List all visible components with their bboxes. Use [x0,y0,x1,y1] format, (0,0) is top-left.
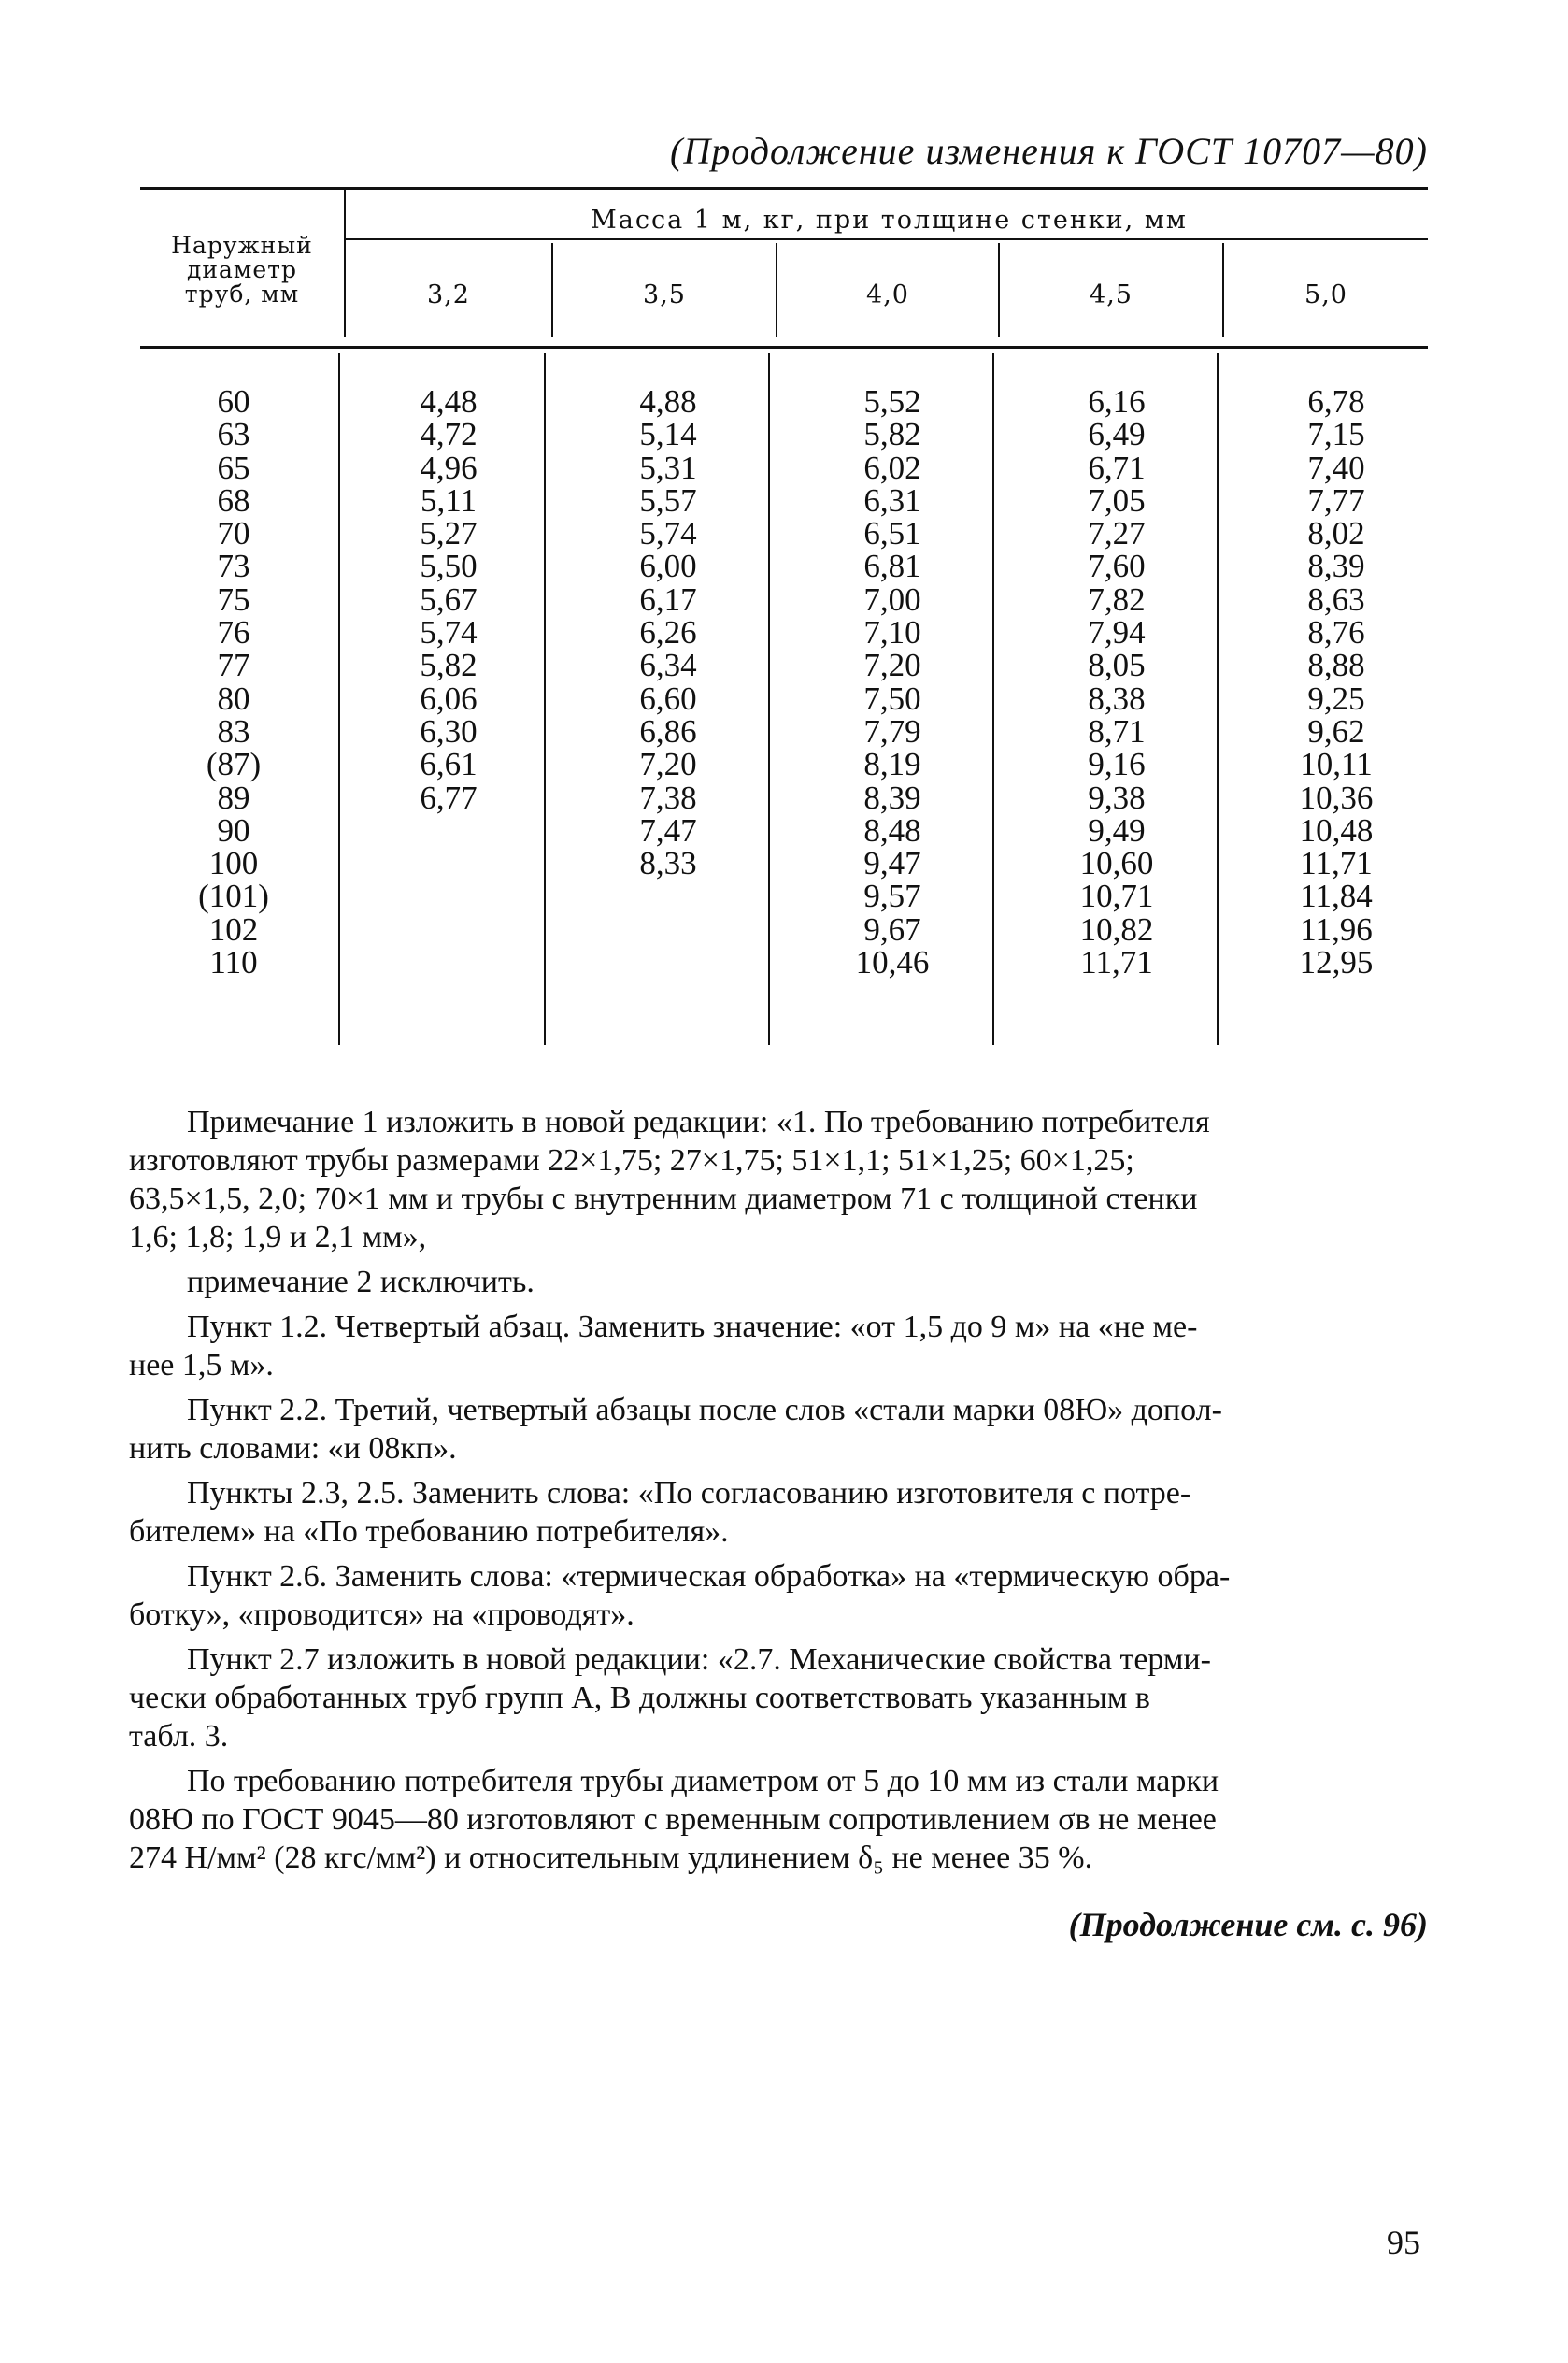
table-cell: 10,46 [855,944,930,981]
table-cell: 6,71 [1088,449,1146,486]
page-number: 95 [1387,2224,1420,2261]
table-cell: 5,57 [639,481,697,519]
table-cell: 6,31 [863,481,921,519]
table-cell: 9,57 [863,878,921,915]
text-line: табл. 3. [129,1719,229,1754]
table-cell: 9,49 [1088,811,1146,849]
header-bottom-rule [140,346,1428,349]
text-line: 1,6; 1,8; 1,9 и 2,1 мм», [129,1220,427,1254]
page-header: (Продолжение изменения к ГОСТ 10707—80) [670,130,1428,172]
table-cell: 6,78 [1307,383,1365,420]
amendment-text [129,1103,1428,1883]
stub-header-line: труб, мм [184,280,300,308]
table-cell: 9,47 [863,845,921,882]
table-cell: 5,50 [420,548,478,585]
table-cell: 7,10 [863,614,921,652]
table-cell: 5,82 [863,416,921,453]
table-cell: 6,17 [639,580,697,618]
table-cell: 5,11 [421,481,477,519]
table-cell: 8,71 [1088,712,1146,750]
table-cell: 7,00 [863,580,921,618]
mass-column-4-5 [1023,385,1210,979]
text-line: Пункт 2.2. Третий, четвертый абзацы после слов «стали марки 08Ю» допол- [187,1393,1222,1427]
table-cell: 4,48 [420,383,478,420]
table-cell: 102 [208,910,259,948]
paragraph [129,1308,1428,1384]
table-cell: 7,20 [639,746,697,783]
table-cell: 8,05 [1088,647,1146,684]
table-cell: 9,16 [1088,746,1146,783]
table-cell: 10,71 [1079,878,1154,915]
table-cell: 89 [217,779,250,816]
table-cell: 6,51 [863,515,921,552]
text-line: нее 1,5 м». [129,1348,274,1382]
text-line: ботку», «проводится» на «проводят». [129,1597,634,1632]
table-cell: 8,19 [863,746,921,783]
table-cell: 6,34 [639,647,697,684]
table-cell: 83 [217,712,250,750]
table-cell: 8,02 [1307,515,1365,552]
table-cell: 6,86 [639,712,697,750]
table-top-rule [140,187,1428,190]
diameter-column [140,385,327,979]
table-cell: 7,38 [639,779,697,816]
table-cell: 76 [217,614,250,652]
table-cell: 7,47 [639,811,697,849]
table-cell: 10,60 [1079,845,1154,882]
table-cell: 5,74 [639,515,697,552]
table-cell: 7,94 [1088,614,1146,652]
table-cell: 9,67 [863,910,921,948]
table-cell: 5,67 [420,580,478,618]
thickness-header: 5,0 [1304,280,1347,309]
table-cell: 8,38 [1088,680,1146,717]
table-cell: 5,52 [863,383,921,420]
text-line: Пункт 1.2. Четвертый абзац. Заменить значение: «от 1,5 до 9 м» на «не ме- [187,1310,1198,1344]
stub-header [140,234,344,307]
text-line: чески обработанных труб групп А, В должны соответствовать указанным в [129,1681,1150,1715]
table-cell: 6,02 [863,449,921,486]
stub-divider [344,190,346,337]
table-cell: 8,48 [863,811,921,849]
table-cell: 6,81 [863,548,921,585]
table-cell: 80 [217,680,250,717]
table-cell: 6,60 [639,680,697,717]
table-cell: 6,00 [639,548,697,585]
table-cell: 8,33 [639,845,697,882]
table-cell: 7,82 [1088,580,1146,618]
thickness-header: 4,0 [866,280,909,309]
thickness-header: 4,5 [1090,280,1133,309]
table-cell: 5,14 [639,416,697,453]
column-divider [1217,353,1219,1045]
text-line: нить словами: «и 08кп». [129,1431,457,1466]
table-cell: 10,11 [1300,746,1373,783]
table-cell: 6,16 [1088,383,1146,420]
table-cell: 7,60 [1088,548,1146,585]
table-cell: 7,50 [863,680,921,717]
thickness-header: 3,5 [643,280,686,309]
group-header: Масса 1 м, кг, при толщине стенки, мм [591,206,1188,235]
table-cell: 60 [217,383,250,420]
table-cell: 10,82 [1079,910,1154,948]
table-cell: 4,72 [420,416,478,453]
table-cell: 6,06 [420,680,478,717]
table-cell: 11,71 [1300,845,1373,882]
table-cell: 11,96 [1300,910,1373,948]
text-line: По требованию потребителя трубы диаметром от 5 до 10 мм из стали марки [187,1764,1219,1798]
table-cell: 70 [217,515,250,552]
text-line: примечание 2 исключить. [187,1265,535,1299]
group-header-rule [344,238,1428,240]
table-cell: 8,39 [863,779,921,816]
table-cell: 8,88 [1307,647,1365,684]
table-cell: 90 [217,811,250,849]
table-cell: 73 [217,548,250,585]
table-cell: 68 [217,481,250,519]
table-cell: 7,77 [1307,481,1365,519]
continuation-note: (Продолжение см. с. 96) [1068,1906,1428,1943]
table-cell: 7,27 [1088,515,1146,552]
mass-column-3-5 [579,385,757,880]
table-cell: 12,95 [1299,944,1374,981]
table-cell: 8,39 [1307,548,1365,585]
stub-header-line: диаметр [186,256,298,283]
column-divider [544,353,546,1045]
table-cell: 5,31 [639,449,697,486]
table-cell: 7,79 [863,712,921,750]
table-cell: 77 [217,647,250,684]
paragraph [129,1640,1428,1755]
text-line: Пункты 2.3, 2.5. Заменить слова: «По согласованию изготовителя с потре- [187,1476,1191,1511]
table-cell: (101) [198,878,269,915]
table-cell: 8,63 [1307,580,1365,618]
paragraph [129,1762,1428,1877]
paragraph [187,1263,1428,1301]
table-cell: 110 [209,944,258,981]
paragraph [129,1391,1428,1468]
table-cell: 63 [217,416,250,453]
table-cell: 100 [208,845,259,882]
text-line: Примечание 1 изложить в новой редакции: «1. По требованию потребителя [187,1105,1210,1139]
text-line: 08Ю по ГОСТ 9045—80 изготовляют с временным сопротивлением σв не менее [129,1802,1217,1837]
table-cell: (87) [206,746,262,783]
table-cell: 7,05 [1088,481,1146,519]
table-cell: 6,61 [420,746,478,783]
text-line: 274 Н/мм² (28 кгс/мм²) и относительным удлинением δ₅ не менее 35 %. [129,1840,1093,1875]
table-cell: 4,96 [420,449,478,486]
table-cell: 10,48 [1299,811,1374,849]
table-cell: 5,74 [420,614,478,652]
column-divider [768,353,770,1045]
table-cell: 6,49 [1088,416,1146,453]
column-divider [338,353,340,1045]
paragraph [129,1103,1428,1256]
table-cell: 7,15 [1307,416,1365,453]
table-cell: 6,77 [420,779,478,816]
stub-header-line: Наружный [171,232,313,259]
text-line: Пункт 2.6. Заменить слова: «термическая обработка» на «термическую обра- [187,1559,1231,1594]
thickness-header: 3,2 [427,280,470,309]
table-cell: 9,62 [1307,712,1365,750]
table-cell: 9,38 [1088,779,1146,816]
table-cell: 65 [217,449,250,486]
mass-column-5-0 [1243,385,1430,979]
table-cell: 9,25 [1307,680,1365,717]
table-cell: 6,26 [639,614,697,652]
table-cell: 6,30 [420,712,478,750]
text-line: изготовляют трубы размерами 22×1,75; 27×1,75; 51×1,1; 51×1,25; 60×1,25; [129,1143,1134,1178]
table-cell: 75 [217,580,250,618]
mass-column-3-2 [364,385,533,814]
text-line: бителем» на «По требованию потребителя». [129,1514,729,1549]
column-divider [992,353,994,1045]
text-line: 63,5×1,5, 2,0; 70×1 мм и трубы с внутренним диаметром 71 с толщиной стенки [129,1182,1198,1216]
paragraph [129,1474,1428,1551]
table-cell: 7,40 [1307,449,1365,486]
table-cell: 5,27 [420,515,478,552]
table-cell: 10,36 [1299,779,1374,816]
text-line: Пункт 2.7 изложить в новой редакции: «2.7. Механические свойства терми- [187,1642,1211,1677]
table-cell: 4,88 [639,383,697,420]
table-cell: 5,82 [420,647,478,684]
mass-table [140,187,1428,1047]
paragraph [129,1557,1428,1634]
table-cell: 11,71 [1080,944,1153,981]
mass-column-4-0 [799,385,986,979]
table-cell: 7,20 [863,647,921,684]
table-cell: 11,84 [1300,878,1373,915]
table-cell: 8,76 [1307,614,1365,652]
